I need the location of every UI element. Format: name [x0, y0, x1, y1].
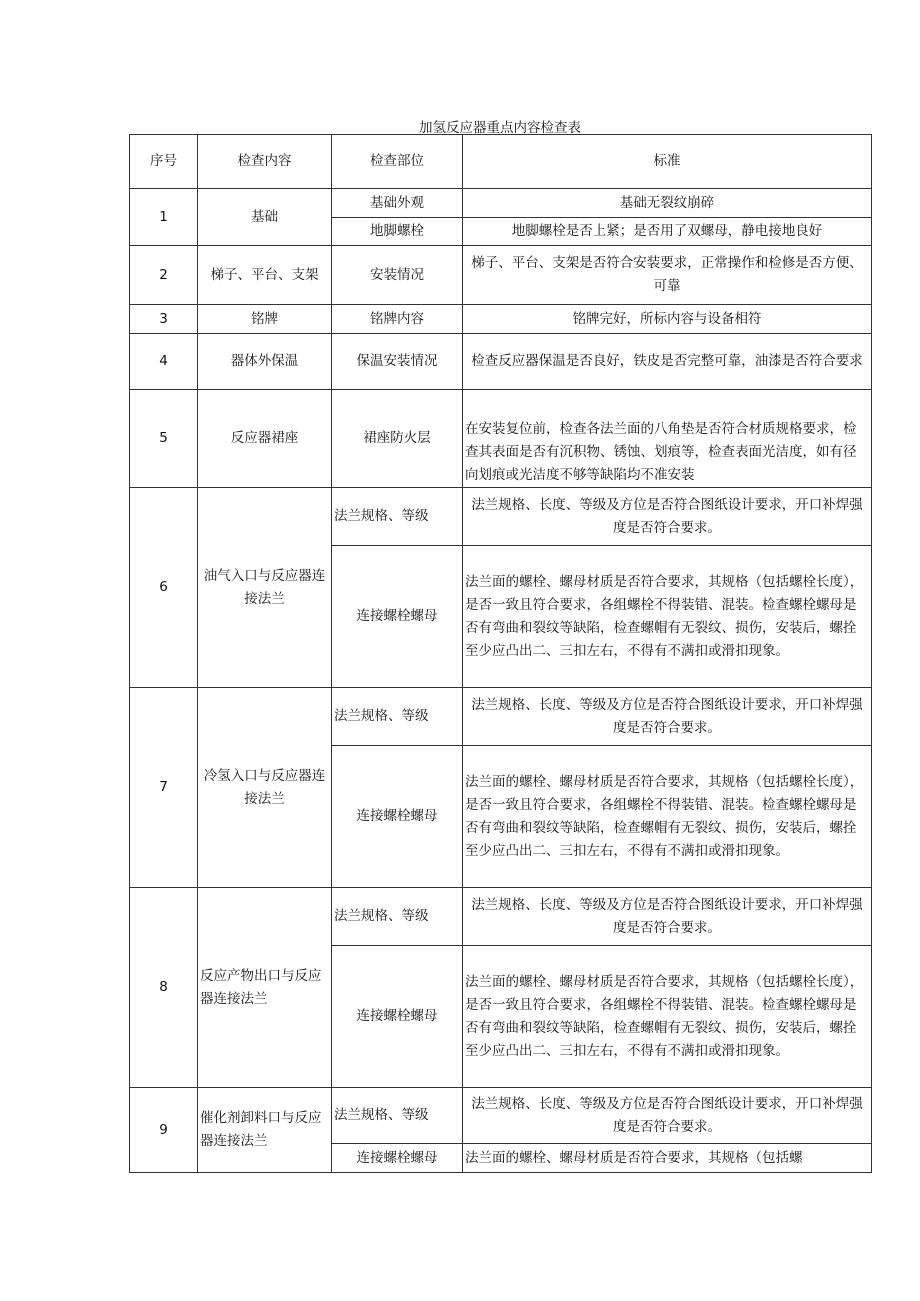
row-no: 8 [130, 888, 198, 1088]
row-location: 基础外观 [332, 189, 463, 218]
header-no: 序号 [130, 135, 198, 189]
page-title: 加氢反应器重点内容检查表 [419, 120, 581, 136]
table-row [130, 246, 872, 305]
row-standard: 在安装复位前，检查各法兰面的八角垫是否符合材质规格要求，检查其表面是否有沉积物、锈蚀、划痕等，检查表面光洁度，如有径向划痕或光洁度不够等缺陷均不准安装 [463, 390, 872, 488]
row-standard: 铭牌完好，所标内容与设备相符 [463, 305, 872, 334]
row-no: 5 [130, 390, 198, 488]
row-standard: 法兰面的螺栓、螺母材质是否符合要求，其规格（包括螺栓长度），是否一致且符合要求，各组螺栓不得装错、混装。检查螺栓螺母是否有弯曲和裂纹等缺陷，检查螺帽有无裂纹、损伤，安装后，螺拴至少应凸出二、三扣左右，不得有不满扣或滑扣现象。 [463, 946, 872, 1088]
header-content: 检查内容 [198, 135, 332, 189]
row-standard: 法兰规格、长度、等级及方位是否符合图纸设计要求，开口补焊强度是否符合要求。 [463, 1088, 872, 1144]
row-content: 铭牌 [198, 305, 332, 334]
row-no: 6 [130, 488, 198, 688]
row-no: 9 [130, 1088, 198, 1173]
header-row [130, 135, 872, 189]
table-row [130, 189, 872, 218]
row-content: 油气入口与反应器连接法兰 [198, 488, 332, 688]
header-location: 检查部位 [332, 135, 463, 189]
row-standard: 法兰规格、长度、等级及方位是否符合图纸设计要求，开口补焊强度是否符合要求。 [463, 688, 872, 746]
row-standard: 地脚螺栓是否上紧；是否用了双螺母，静电接地良好 [463, 218, 872, 246]
row-content: 梯子、平台、支架 [198, 246, 332, 305]
row-location: 法兰规格、等级 [332, 888, 463, 946]
row-location: 铭牌内容 [332, 305, 463, 334]
row-standard: 法兰规格、长度、等级及方位是否符合图纸设计要求，开口补焊强度是否符合要求。 [463, 488, 872, 546]
row-content: 基础 [198, 189, 332, 246]
row-no: 1 [130, 189, 198, 246]
row-standard: 基础无裂纹崩碎 [463, 189, 872, 218]
row-content: 器体外保温 [198, 334, 332, 390]
row-location: 法兰规格、等级 [332, 688, 463, 746]
row-standard: 法兰面的螺栓、螺母材质是否符合要求，其规格（包括螺 [463, 1144, 872, 1173]
row-location: 法兰规格、等级 [332, 488, 463, 546]
row-content: 催化剂卸料口与反应器连接法兰 [198, 1088, 332, 1173]
table-row [130, 1088, 872, 1144]
row-location: 连接螺栓螺母 [332, 746, 463, 888]
row-location: 安装情况 [332, 246, 463, 305]
row-location: 连接螺栓螺母 [332, 546, 463, 688]
table-row [130, 888, 872, 946]
row-content: 冷氢入口与反应器连接法兰 [198, 688, 332, 888]
table-row [130, 305, 872, 334]
table-row [130, 390, 872, 488]
row-standard: 法兰规格、长度、等级及方位是否符合图纸设计要求，开口补焊强度是否符合要求。 [463, 888, 872, 946]
row-location: 保温安装情况 [332, 334, 463, 390]
table-row [130, 688, 872, 746]
table-row [130, 488, 872, 546]
row-location: 连接螺栓螺母 [332, 946, 463, 1088]
row-standard: 法兰面的螺栓、螺母材质是否符合要求，其规格（包括螺栓长度），是否一致且符合要求，各组螺栓不得装错、混装。检查螺栓螺母是否有弯曲和裂纹等缺陷，检查螺帽有无裂纹、损伤，安装后，螺拴至少应凸出二、三扣左右，不得有不满扣或滑扣现象。 [463, 746, 872, 888]
row-location: 连接螺栓螺母 [332, 1144, 463, 1173]
row-content: 反应产物出口与反应器连接法兰 [198, 888, 332, 1088]
row-standard: 梯子、平台、支架是否符合安装要求，正常操作和检修是否方便、可靠 [463, 246, 872, 305]
row-content: 反应器裙座 [198, 390, 332, 488]
row-no: 4 [130, 334, 198, 390]
row-no: 2 [130, 246, 198, 305]
row-standard: 法兰面的螺栓、螺母材质是否符合要求，其规格（包括螺栓长度），是否一致且符合要求，各组螺栓不得装错、混装。检查螺栓螺母是否有弯曲和裂纹等缺陷，检查螺帽有无裂纹、损伤，安装后，螺拴至少应凸出二、三扣左右，不得有不满扣或滑扣现象。 [463, 546, 872, 688]
inspection-table [129, 134, 872, 1173]
row-no: 3 [130, 305, 198, 334]
header-standard: 标准 [463, 135, 872, 189]
row-no: 7 [130, 688, 198, 888]
row-standard: 检查反应器保温是否良好，铁皮是否完整可靠，油漆是否符合要求 [463, 334, 872, 390]
row-location: 地脚螺栓 [332, 218, 463, 246]
table-row [130, 334, 872, 390]
row-location: 法兰规格、等级 [332, 1088, 463, 1144]
row-location: 裙座防火层 [332, 390, 463, 488]
